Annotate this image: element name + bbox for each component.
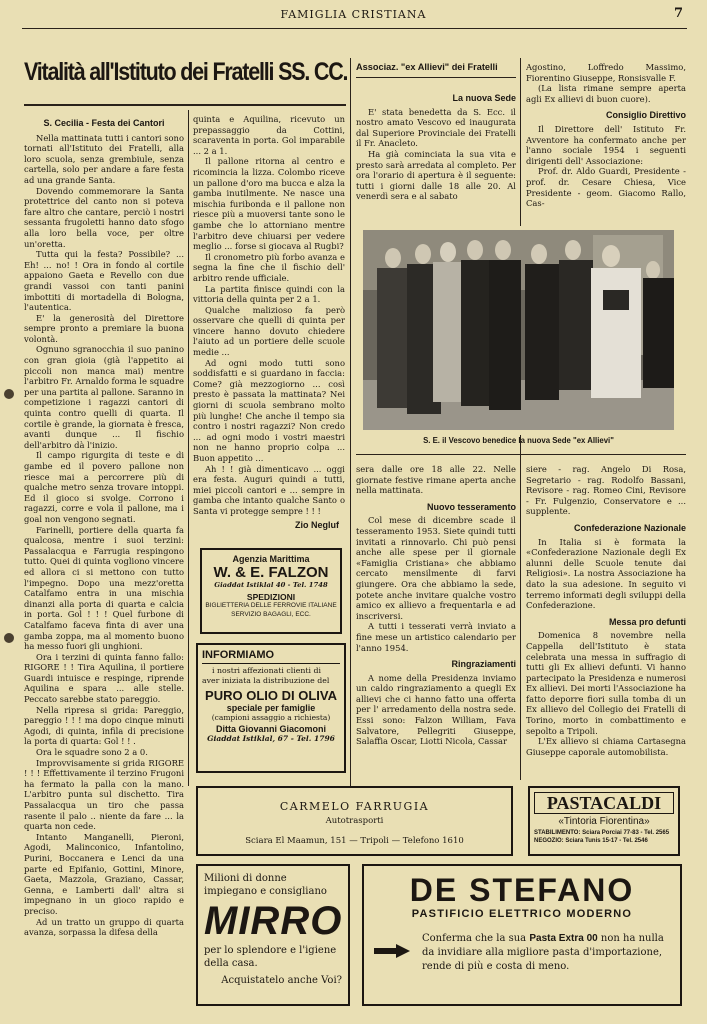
- column-divider: [188, 110, 189, 786]
- ad-brand: W. & E. FALZON: [213, 564, 329, 581]
- paragraph: Ad un tratto un gruppo di quarta avanza, sorpassa la difesa della: [24, 916, 184, 938]
- ad-company: Ditta Giovanni Giacomoni: [215, 724, 326, 734]
- paragraph: sera dalle ore 18 alle 22. Nelle giornate festive rimane aperta anche nella mattinata.: [356, 464, 516, 496]
- ad-address: STABILIMENTO: Sciara Porciai 77-83 - Tel. 2565: [534, 830, 670, 836]
- section-title: Ringraziamenti: [451, 659, 516, 670]
- pointing-hand-icon: [372, 932, 422, 974]
- ad-line: SERVIZIO BAGAGLI, ECC.: [231, 611, 311, 618]
- photo-image: [363, 230, 674, 430]
- photo-caption: S. E. il Vescovo benedice la nuova Sede "ex Allievi": [423, 436, 614, 445]
- main-article-col1: [24, 118, 184, 1006]
- ad-address: NEGOZIO: Sciara Tunis 15-17 - Tel. 2546: [534, 838, 648, 844]
- paragraph: A nome della Presidenza inviamo un caldo ringraziamento a quegli Ex allievi che ci hanno fatto una offerta per l' arredamento della nostra sede. Essi sono: Falzon William, Fava Salvatore, Pellegriti Giuseppe, Salaffia Oscar, Liotti Nicola, Cassar: [356, 672, 516, 747]
- paragraph: Improvvisamente si grida RIGORE ! ! ! Effettivamente il terzino Frugoni ha fermato la palla con la mano. L'arbitro punta sul dischetto. Tira Passalacqua un tiro che passa rasente il palo .. niente da fare ... la quarta non cede.: [24, 757, 184, 832]
- paragraph: Il pallone ritorna al centro e ricomincia la lizza. Colombo riceve un pallone d'oro ma bucca e alza la gamba inutilmente. Ne nasce una mischia furibonda e il pallone non riesce più a muoversi tante sono le gambe che lo attorniano mentre l'arbitro deve chiuarsi per vedere meglio ... forse si giocava al Rugbi?: [193, 156, 345, 252]
- paragraph: Domenica 8 novembre nella Cappella dell'Istituto è stata celebrata una messa in suffragio di tutti gli Ex allievi defunti. Vi hanno partecipato la Presidenza e numerosi Ex allievi. Dei morti l'Associazione ha fatto deporre fiori sulla tomba di un Ex allievo del Collegio dei Fratelli di Torino, morto in combattimento e sepolto a Tripoli.: [526, 630, 686, 736]
- paragraph: quinta e Aquilina, ricevuto un prepassaggio da Cottini, scaraventa in porta. Gol imparabile ... 2 a 1.: [193, 114, 345, 156]
- paragraph: Ha già cominciata la sua vita e presto sarà arredata al completo. Per ora l'orario di apertura è il seguente: tutti i giorni dalle 18 alle 20. Al venerdì sera e al sabato: [356, 148, 516, 202]
- bishop-blessing-photo: [363, 230, 674, 430]
- ad-product: PURO OLIO DI OLIVA: [205, 688, 337, 703]
- ad-line: Autotrasporti: [325, 816, 384, 826]
- ad-text: Milioni di donne impiegano e consigliano: [204, 873, 327, 897]
- ad-text-a: Conferma che la sua: [422, 933, 527, 944]
- paragraph: siere - rag. Angelo Di Rosa, Segretario - rag. Rodolfo Bassani, Revisore - rag. Romeo Cini, Revisore - Fr. Fulgenzio, Conservatore e ... supplente.: [526, 464, 686, 517]
- ad-line: BIGLIETTERIA DELLE FERROVIE ITALIANE: [205, 602, 337, 609]
- right-article-col3-bottom: [356, 464, 516, 780]
- paragraph: E' la generosità del Direttore sempre pronto a premiare la buona volontà.: [24, 312, 184, 344]
- ad-brand: PASTACALDI: [534, 792, 674, 814]
- section-title: La nuova Sede: [452, 93, 516, 103]
- paragraph: Nella ripresa si grida: Pareggio, pareggio ! ! ! ma dopo cinque minuti Agodi, di quinta, infila di precisione la porta di quarta: Gol ! ! .: [24, 704, 184, 747]
- main-article-title: Vitalità all'Istituto dei Fratelli SS. CC.: [24, 58, 348, 86]
- binding-hole: [4, 389, 14, 399]
- column-divider: [520, 58, 521, 226]
- paragraph: Ad ogni modo tutti sono soddisfatti e si guardano in faccia: Come? già mezzogiorno ... così presto è passata la mattinata? Nei giorni di scuola sembrano molto più lunghe! Che anche il tempo sia contro i nostri ragazzi? Non credo ... ad ogni modo i vostri maestri non ne hanno proprio colpa ... Buon appetito ...: [193, 357, 345, 463]
- right-article-heading: Associaz. "ex Allievi" dei Fratelli: [356, 62, 498, 72]
- paragraph: Il campo rigurgita di teste e di gambe ed il povero pallone non riesce mai a percorrere più di qualche metro senza trovare intoppi. Ed il gioco si svolge. Corrono i ragazzi, corre e vola il pallone, ma i goal non vengono segnati.: [24, 450, 184, 524]
- main-article-col2: [193, 114, 345, 544]
- section-title: Confederazione Nazionale: [573, 522, 686, 533]
- right-article-col4-top: [526, 62, 686, 228]
- paragraph: Ognuno sgranocchia il suo panino con gran gioia (già l'appetito ai piccoli non manca mai) mentre l'arbitro Fr. Arnaldo forma le squadre per una partita al pallone. Saranno in competizione i ragazzi cantori di quinta contro quelli di quarta. Il cortile è grande, la giornata è fresca, avanti dunque ... Il fischio dell'arbitro dà l'inizio.: [24, 344, 184, 450]
- ad-product: Pasta Extra 00: [529, 933, 598, 944]
- ad-address: Giaddat Istiklal, 67 - Tel. 1796: [207, 734, 335, 743]
- section-title: S. Cecilia - Festa dei Cantori: [43, 118, 165, 128]
- ad-brand: DE STEFANO: [409, 872, 635, 908]
- paragraph: Tutta qui la festa? Possibile? ... Eh! ... no! ! Ora in fondo al cortile appaiono Gaeta e Revello con due grandi vassoi con tanti panini imbottiti di mortadella di Bologna, l'autentica.: [24, 249, 184, 313]
- informiamo-ad: [196, 643, 346, 773]
- section-title: Nuovo tesseramento: [426, 501, 516, 512]
- paragraph: La partita finisce quindi con la vittoria della quinta per 2 a 1.: [193, 283, 345, 305]
- paragraph: Nella mattinata tutti i cantori sono tornati all'Istituto dei Fratelli, alla loro scuola, senza grembiule, senza cartella, solo per andare a fare festa ad una grande Santa.: [24, 132, 184, 185]
- paragraph: A tutti i tesserati verrà inviato a fine mese un artistico calendario per l'anno 1954.: [356, 621, 516, 653]
- paragraph: Dovendo commemorare la Santa protettrice del canto non si poteva fare altro che cantare, perciò i nostri sessanta frugoletti hanno dato sfogo alla loro bella voce, per oltre un'oretta.: [24, 185, 184, 249]
- ad-body: [372, 932, 672, 974]
- column-divider: [520, 435, 521, 780]
- page-number: 7: [673, 6, 683, 21]
- paragraph: Farinelli, portiere della quarta fa qualcosa, mentre i suoi terzini: Passalacqua e Farrugia respingono tutto. Quei di quinta vogliono vincere ed allora ci si mettono con tutto l'impegno. Dopo una mezz'oretta Catalfamo entra in una mischia dinanzi alla porta di quarta e calcia in porta. Gol ! ! ! Quel furbone di Catalfamo faceva finta di aver una gamba zoppa, ma al momento buono ha messo fuori gli unghioni.: [24, 524, 184, 652]
- paragraph: Col mese di dicembre scade il tesseramento 1953. Siete quindi tutti invitati a rinnovarlo. Chi può pensi anche alle spese per il giornale «Famiglia Cristiana» che abbiamo cercato mensilmente di farvi giungere. Ora che abbiamo la sede, potete anche invitare qualche vostro amico ex allievo a frequentarla e ad inscriversi.: [356, 515, 516, 621]
- paragraph: Ah ! ! già dimenticavo ... oggi era festa. Auguri quindi a tutti, miei piccoli cantori e ... sempre in gamba che intanto qualche Santo o Santa vi protegge sempre ! ! !: [193, 463, 345, 516]
- paragraph: L'Ex allievo si chiama Cartasegna Giuseppe caporale automobilista.: [526, 736, 686, 757]
- header-rule: [22, 28, 687, 29]
- destefano-ad: [362, 864, 682, 1006]
- ad-line: Agenzia Marittima: [232, 554, 310, 564]
- caption-rule: [356, 454, 686, 455]
- right-article-col4-bottom: [526, 464, 686, 780]
- paragraph: Ora le squadre sono 2 a 0.: [36, 747, 148, 758]
- ad-line: PASTIFICIO ELETTRICO MODERNO: [411, 908, 633, 920]
- ad-text: i nostri affezionati clienti di aver iniziata la distribuzione del: [202, 666, 330, 685]
- paragraph: In Italia si è formata la «Confederazione Nazionale degli Ex alunni delle Scuole tenute dai Religiosi». La nostra Associazione ha dato la sua adesione. In seguito vi terremo informati degli sviluppi della Confederazione.: [526, 536, 686, 611]
- ad-text: Acquistatelo anche Voi?: [221, 975, 342, 986]
- paragraph: Il Direttore dell' Istituto Fr. Avventore ha confermato anche per l'anno sociale 1954 i seguenti dirigenti dell' Associazione:: [526, 123, 686, 166]
- paragraph: Agostino, Loffredo Massimo, Fiorentino Giuseppe, Ronsisvalle F.: [526, 62, 686, 83]
- ad-line: «Tintoria Fiorentina»: [558, 816, 650, 827]
- ad-brand: CARMELO FARRUGIA: [279, 800, 430, 813]
- mirro-ad: [196, 864, 350, 1006]
- paragraph: Qualche malizioso fa però osservare che quelli di quinta per vincere hanno dovuto chiedere l'aiuto ad un portiere delle scuole medie ...: [193, 304, 345, 358]
- ad-brand: MIRRO: [204, 899, 343, 943]
- paragraph: Il cronometro più forbo avanza e segna la fine che il fischio dell' arbitro rende ufficiale.: [193, 251, 345, 283]
- section-title: Consiglio Direttivo: [605, 110, 686, 121]
- paragraph: (La lista rimane sempre aperta agli Ex allievi di buon cuore).: [526, 83, 686, 104]
- section-title: Messa pro defunti: [608, 616, 686, 627]
- signature: Zio Negluf: [295, 519, 339, 530]
- column-divider: [350, 58, 351, 786]
- farrugia-ad: [196, 786, 513, 856]
- ad-address: Sciara El Maamun, 151 — Tripoli — Telefono 1610: [245, 836, 464, 846]
- binding-hole: [4, 633, 14, 643]
- paragraph: E' stata benedetta da S. Ecc. il nostro amato Vescovo ed inaugurata dal Superiore Provinciale dei Fratelli il Fr. Anacleto.: [356, 106, 516, 149]
- paragraph: Intanto Manganelli, Pieroni, Agodi, Malinconico, Infantolino, Purini, Boccanera e Lenci da una parte ed Epifanio, Gottini, Minore, Gaeta, Mazzola, Graziano, Cassar, Genna, e Lamberti dall' altra si impegnano in un gioco rapido e preciso.: [24, 831, 184, 916]
- right-article-col3-top: [356, 93, 516, 228]
- pastacaldi-ad: [528, 786, 680, 856]
- ad-heading: INFORMIAMO: [202, 649, 340, 664]
- running-header: FAMIGLIA CRISTIANA: [280, 8, 427, 21]
- ad-note: (campioni assaggio a richiesta): [211, 713, 331, 722]
- ad-line: speciale per famiglie: [226, 703, 316, 713]
- ad-line: SPEDIZIONI: [246, 592, 296, 602]
- falzon-ad: [200, 548, 342, 634]
- ad-text: [422, 932, 672, 974]
- heading-rule: [356, 77, 516, 78]
- title-rule: [24, 104, 346, 106]
- ad-text-c: non ha nulla da invidiare alla migliore pasta d'importazione, rende di più e costa di meno.: [422, 933, 664, 972]
- paragraph: Ora i terzini di quinta fanno fallo: RIGORE ! ! Tira Aquilina, il portiere Guardi intuisce e respinge, riprende Aquilina e spara ... alle stelle. Peccato sarebbe stato pareggio.: [24, 651, 184, 705]
- paragraph: Prof. dr. Aldo Guardi, Presidente - prof. dr. Cesare Chiesa, Vice Presidente - geom. Giacomo Rallo, Cas-: [526, 166, 686, 209]
- ad-address: Giaddat Istiklal 40 - Tel. 1748: [214, 581, 328, 589]
- ad-text: per lo splendore e l'igiene della casa.: [204, 945, 337, 969]
